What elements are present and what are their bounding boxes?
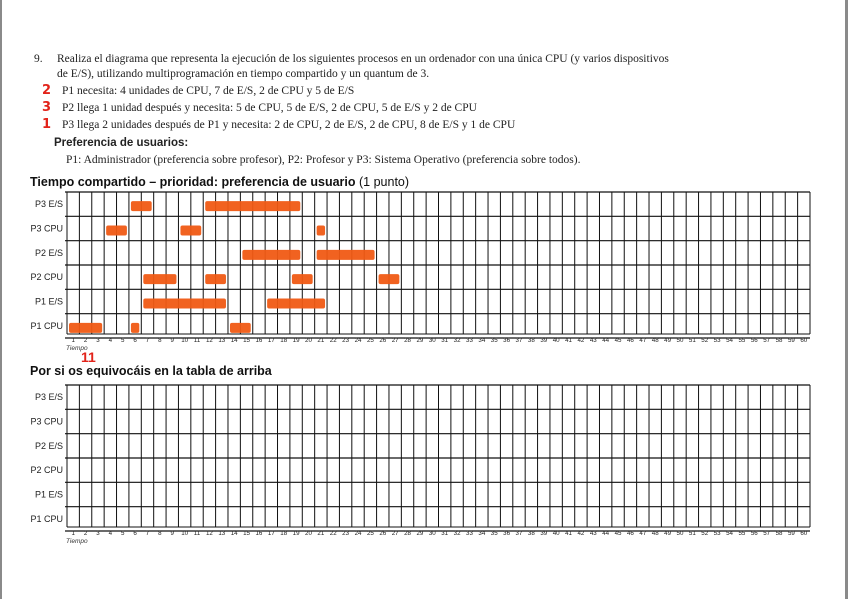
chart1-tick-label: 13 <box>218 337 226 344</box>
chart2-tick-label: 12 <box>205 530 213 537</box>
chart1-tick-label: 24 <box>354 337 362 344</box>
chart2-tick-label: 20 <box>305 530 312 537</box>
chart2-tick-label: 14 <box>230 530 238 537</box>
chart2-tick-label: 57 <box>763 530 771 537</box>
chart2-tick-label: 55 <box>738 530 746 537</box>
chart1-tick-label: 35 <box>490 337 498 344</box>
chart1-xlabel: Tiempo <box>66 345 88 352</box>
chart2-tick-label: 7 <box>145 530 150 537</box>
interval-mark <box>143 299 226 309</box>
chart1-tick-label: 23 <box>342 337 350 344</box>
chart1-tick-label: 41 <box>565 337 572 344</box>
interval-mark <box>292 274 313 284</box>
interval-mark <box>267 299 325 309</box>
chart1-row-label: P3 CPU <box>30 223 63 234</box>
chart2-tick-label: 45 <box>614 530 622 537</box>
chart2-tick-label: 47 <box>639 530 647 537</box>
chart2-tick-label: 32 <box>453 530 461 537</box>
chart2-tick-label: 26 <box>379 530 387 537</box>
preference-text: P1: Administrador (preferencia sobre profesor), P2: Profesor y P3: Sistema Operativo (preferencia sobre todos). <box>66 154 581 166</box>
chart1-tick-label: 3 <box>96 337 100 344</box>
chart1-tick-label: 39 <box>540 337 548 344</box>
interval-mark <box>69 323 102 333</box>
chart1-tick-label: 52 <box>701 337 709 344</box>
chart2-tick-label: 56 <box>750 530 758 537</box>
chart1-tick-label: 19 <box>292 337 300 344</box>
chart1-tick-label: 11 <box>193 337 201 344</box>
annotation-mark-p1: 2 <box>42 83 52 98</box>
chart1-tick-label: 42 <box>577 337 585 344</box>
chart2-tick-label: 28 <box>404 530 411 537</box>
chart1-tick-label: 18 <box>280 337 288 344</box>
chart1-title-bold: Tiempo compartido – prioridad: preferencia de usuario <box>30 175 356 189</box>
chart2-tick-label: 50 <box>676 530 684 537</box>
chart2-row-label: P2 E/S <box>34 440 63 451</box>
interval-mark <box>379 274 400 284</box>
chart2-title: Por si os equivocáis en la tabla de arriba <box>30 364 272 378</box>
question-number: 9. <box>34 53 43 65</box>
chart1-row-label: P3 E/S <box>34 199 63 210</box>
chart2-tick-label: 31 <box>441 530 449 537</box>
chart1-tick-label: 30 <box>428 337 436 344</box>
chart1-tick-label: 4 <box>108 337 113 344</box>
chart1-tick-label: 45 <box>614 337 622 344</box>
chart2-tick-label: 15 <box>243 530 251 537</box>
chart2-tick-label: 5 <box>120 530 125 537</box>
chart1-tick-label: 20 <box>305 337 312 344</box>
interval-mark <box>131 201 152 211</box>
annotation-mark-p3: 1 <box>42 117 52 132</box>
chart2-tick-label: 39 <box>540 530 548 537</box>
chart2-tick-label: 1 <box>71 530 75 537</box>
chart1-row-label: P1 E/S <box>34 296 63 307</box>
interval-mark <box>317 226 325 236</box>
chart1-tick-label: 9 <box>170 337 174 344</box>
chart1-tick-label: 57 <box>763 337 771 344</box>
chart1-row-label: P2 CPU <box>30 272 63 283</box>
chart2-tick-label: 59 <box>787 530 795 537</box>
interval-mark <box>242 250 300 260</box>
chart2-tick-label: 21 <box>317 530 325 537</box>
chart1-tick-label: 27 <box>391 337 399 344</box>
chart1-tick-label: 36 <box>503 337 511 344</box>
chart1-tick-label: 14 <box>230 337 238 344</box>
annotation-mark-below: 11 <box>81 349 96 365</box>
chart1-tick-label: 7 <box>145 337 150 344</box>
question-line-2: de E/S), utilizando multiprogramación en tiempo compartido y un quantum de 3. <box>57 68 430 80</box>
chart1-tick-label: 55 <box>738 337 746 344</box>
chart2-tick-label: 6 <box>133 530 137 537</box>
chart2-tick-label: 43 <box>589 530 597 537</box>
chart2-tick-label: 38 <box>527 530 535 537</box>
chart2-tick-label: 3 <box>96 530 100 537</box>
chart2-tick-label: 10 <box>181 530 189 537</box>
preference-title: Preferencia de usuarios: <box>54 137 189 149</box>
chart2-tick-label: 51 <box>688 530 696 537</box>
chart1-tick-label: 32 <box>453 337 461 344</box>
chart1-tick-label: 37 <box>515 337 523 344</box>
chart2-tick-label: 24 <box>354 530 362 537</box>
chart1-tick-label: 46 <box>626 337 634 344</box>
chart2-row-label: P1 CPU <box>30 513 63 524</box>
chart1-tick-label: 47 <box>639 337 647 344</box>
chart1-tick-label: 29 <box>416 337 424 344</box>
chart1-tick-label: 38 <box>527 337 535 344</box>
chart2-tick-label: 49 <box>664 530 672 537</box>
chart1-tick-label: 10 <box>181 337 189 344</box>
chart1-row-label: P1 CPU <box>30 320 63 331</box>
chart1-tick-label: 25 <box>366 337 374 344</box>
chart2-tick-label: 35 <box>490 530 498 537</box>
chart1-tick-label: 12 <box>205 337 213 344</box>
chart1-tick-label: 6 <box>133 337 137 344</box>
chart2-tick-label: 8 <box>158 530 162 537</box>
chart1-tick-label: 22 <box>329 337 337 344</box>
chart2-row-label: P3 E/S <box>34 392 63 403</box>
process-p2-text: P2 llega 1 unidad después y necesita: 5 de CPU, 5 de E/S, 2 de CPU, 5 de E/S y 2 de CPU <box>62 102 477 114</box>
chart1-tick-label: 8 <box>158 337 162 344</box>
chart2-tick-label: 29 <box>416 530 424 537</box>
chart2-tick-label: 2 <box>83 530 88 537</box>
chart2-row-label: P3 CPU <box>30 416 63 427</box>
chart1-tick-label: 43 <box>589 337 597 344</box>
chart2-tick-label: 36 <box>503 530 511 537</box>
chart2-tick-label: 44 <box>602 530 610 537</box>
chart2-tick-label: 54 <box>726 530 733 537</box>
chart2-tick-label: 37 <box>515 530 523 537</box>
interval-mark <box>106 226 127 236</box>
chart2-tick-label: 42 <box>577 530 585 537</box>
chart1-tick-label: 50 <box>676 337 684 344</box>
chart1-tick-label: 17 <box>267 337 275 344</box>
interval-mark <box>131 323 139 333</box>
chart2-tick-label: 40 <box>552 530 560 537</box>
chart1-tick-label: 59 <box>787 337 795 344</box>
chart2-tick-label: 25 <box>366 530 374 537</box>
chart2-tick-label: 4 <box>108 530 113 537</box>
chart2-tick-label: 34 <box>478 530 486 537</box>
chart1-tick-label: 2 <box>83 337 88 344</box>
chart2-tick-label: 11 <box>193 530 201 537</box>
chart1-tick-label: 49 <box>664 337 672 344</box>
chart2-tick-label: 58 <box>775 530 783 537</box>
chart1-tick-label: 44 <box>602 337 610 344</box>
chart1-tick-label: 26 <box>379 337 387 344</box>
chart1-tick-label: 34 <box>478 337 486 344</box>
chart2-tick-label: 23 <box>342 530 350 537</box>
chart1-title-rest: (1 punto) <box>355 175 410 189</box>
chart1-tick-label: 53 <box>713 337 721 344</box>
chart2-tick-label: 52 <box>701 530 709 537</box>
chart2-tick-label: 18 <box>280 530 288 537</box>
chart2-tick-label: 30 <box>428 530 436 537</box>
chart2-tick-label: 48 <box>651 530 659 537</box>
chart1-tick-label: 28 <box>404 337 411 344</box>
chart2-xlabel: Tiempo <box>66 538 88 545</box>
interval-mark <box>317 250 375 260</box>
chart1-tick-label: 31 <box>441 337 449 344</box>
chart2-tick-label: 17 <box>267 530 275 537</box>
worksheet-page <box>2 0 845 599</box>
question-line-1: Realiza el diagrama que representa la ejecución de los siguientes procesos en un ordenador con una única CPU (y varios dispositivos <box>57 53 669 65</box>
chart1-tick-label: 1 <box>71 337 75 344</box>
timeline-grids <box>2 0 845 599</box>
chart1-tick-label: 21 <box>317 337 325 344</box>
chart1-tick-label: 51 <box>688 337 696 344</box>
chart2-tick-label: 46 <box>626 530 634 537</box>
chart1-tick-label: 5 <box>120 337 125 344</box>
chart2-row-label: P1 E/S <box>34 489 63 500</box>
chart1-tick-label: 56 <box>750 337 758 344</box>
process-p1-text: P1 necesita: 4 unidades de CPU, 7 de E/S, 2 de CPU y 5 de E/S <box>62 85 355 97</box>
chart2-tick-label: 22 <box>329 530 337 537</box>
chart1-tick-label: 54 <box>726 337 733 344</box>
chart2-tick-label: 27 <box>391 530 399 537</box>
interval-mark <box>230 323 251 333</box>
interval-mark <box>143 274 176 284</box>
chart1-tick-label: 58 <box>775 337 783 344</box>
chart2-tick-label: 19 <box>292 530 300 537</box>
chart2-tick-label: 53 <box>713 530 721 537</box>
chart2-tick-label: 13 <box>218 530 226 537</box>
chart1-tick-label: 40 <box>552 337 560 344</box>
chart1-row-label: P2 E/S <box>34 247 63 258</box>
annotation-mark-p2: 3 <box>42 100 52 115</box>
chart2-tick-label: 60 <box>800 530 808 537</box>
chart1-tick-label: 16 <box>255 337 263 344</box>
chart1-tick-label: 33 <box>466 337 473 344</box>
chart1-tick-label: 48 <box>651 337 659 344</box>
chart2-tick-label: 33 <box>466 530 473 537</box>
chart1-tick-label: 60 <box>800 337 808 344</box>
chart2-row-label: P2 CPU <box>30 465 63 476</box>
interval-mark <box>205 201 300 211</box>
chart2-tick-label: 41 <box>565 530 572 537</box>
chart2-tick-label: 9 <box>170 530 174 537</box>
chart2-tick-label: 16 <box>255 530 263 537</box>
process-p3-text: P3 llega 2 unidades después de P1 y necesita: 2 de CPU, 2 de E/S, 2 de CPU, 8 de E/S y 1 de CPU <box>62 119 516 131</box>
chart1-tick-label: 15 <box>243 337 251 344</box>
interval-mark <box>180 226 201 236</box>
interval-mark <box>205 274 226 284</box>
